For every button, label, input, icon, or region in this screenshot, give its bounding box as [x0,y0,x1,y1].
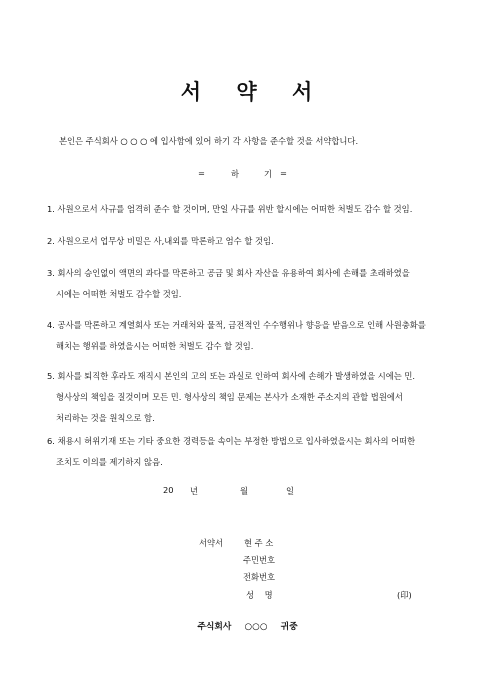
hagi-left: = [198,168,205,178]
clause-line: 조치도 이의를 제기하지 않음. [56,457,163,467]
clause-6 [47,431,415,473]
title-char: 서 [291,80,315,104]
signatory-label: 서약서 [199,538,224,548]
title-char: 약 [236,80,259,104]
clause-line: 6. 채용시 허위기재 또는 기타 중요한 경력등을 속이는 부정한 방법으로 입사하였을시는 회사의 어떠한 [47,436,416,446]
hagi-gi: 기 [264,169,273,179]
footer-company: 주식회사 [197,622,232,632]
clause-5 [47,366,415,429]
recipient-line [0,619,495,632]
hagi-ha: 하 [231,169,240,179]
date-month-label: 월 [240,486,249,496]
clause-line: 처리하는 것을 원칙으로 함. [56,413,155,423]
clause-line: 3. 회사의 승인없이 액면의 과다를 막론하고 공금 및 회사 자산을 유용하여 회사에 손해를 초래하였을 [47,268,410,278]
date-year-label: 년 [190,486,199,496]
date-day-label: 일 [286,486,295,496]
seal-mark: (印) [397,590,412,600]
name-label: 성 명 [246,590,273,600]
resident-number-label: 주민번호 [243,555,276,565]
clause-line: 5. 회사를 퇴직한 후라도 재직시 본인의 고의 또는 과실로 인하여 회사에 손해가 발생하였을 시에는 민. [47,371,416,381]
clause-line: 4. 공사를 막론하고 계열회사 또는 거래처와 물적, 금전적인 수수행위나 향응을 받음으로 인해 사원충화를 [47,320,426,330]
clause-2 [47,231,274,252]
clause-line: 해치는 행위를 하였을시는 어떠한 처벌도 감수 할 것임. [56,341,254,351]
clause-line: 2. 사원으로서 업무상 비밀은 사,내외를 막론하고 엄수 할 것임. [47,236,274,246]
document-title [0,76,495,106]
clause-4 [47,315,426,357]
phone-label: 전화번호 [243,572,276,582]
date-year: 20 [163,485,174,495]
clause-line: 형사상의 책임을 질것이며 모든 민. 형사상의 책임 문제는 본사가 소재한 주소지의 관할 법원에서 [56,392,403,402]
intro-text: 본인은 주식회사 ○ ○ ○ 에 입사함에 있어 하기 각 사항을 준수할 것을 서약합니다. [59,136,359,146]
hagi-right: = [280,168,287,178]
clause-line: 1. 사원으로서 사규를 엄격히 준수 할 것이며, 만일 사규를 위반 할시에는 어떠한 처벌도 감수 할 것임. [47,204,413,214]
address-label: 현 주 소 [244,538,274,548]
clause-3 [47,263,410,305]
clause-1 [47,199,412,220]
title-char: 서 [180,80,204,104]
footer-recipient: 귀중 [280,622,298,632]
footer-company-name: ○○○ [244,622,268,632]
clause-line: 시에는 어떠한 처벌도 감수할 것임. [56,289,182,299]
